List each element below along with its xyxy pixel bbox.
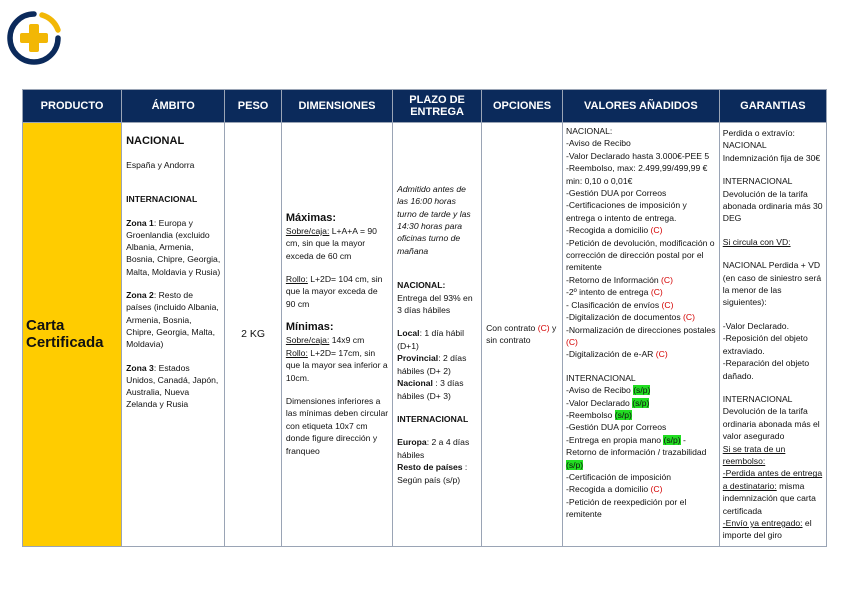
opciones-text2: y sin contrato [486,322,557,346]
dimensiones-cell [281,123,392,547]
valores-nacional-item-text: -Digitalización de e-AR [565,349,654,360]
contract-badge: (C) [565,336,578,347]
valores-nacional-item [566,125,716,137]
sp-badge: (s/p) [633,385,651,396]
valores-internacional-item-text: Retorno de información / trazabilidad [565,447,707,458]
valores-internacional-list [566,372,716,521]
gar-p5: Devolución de la tarifa abonada ordinaria más 30 DEG [722,188,823,224]
header-ambito: ÁMBITO [122,90,225,123]
product-row [23,123,827,547]
valores-internacional-item-text: -Aviso de Recibo [565,385,631,396]
ambito-zona2: Zona 2: Resto de países (incluido Albania, Armenia, Bosnia, Chipre, Georgia, Malta, Moldavia) [126,290,219,350]
contract-badge: (C) [655,349,668,360]
product-table [22,89,827,547]
dim-minimas-title: Mínimas: [285,321,334,334]
gar-reemb-title: Si se trata de un reembolso: [722,443,786,466]
valores-internacional-item [566,483,716,495]
contract-badge: (C) [650,287,663,298]
valores-nacional-item [566,162,716,187]
gar-reemb1: -Perdida antes de entrega a destinatario: misma indemnización que carta certificada [722,468,823,516]
gar-p2: NACIONAL [722,140,767,151]
sp-badge: (s/p) [614,409,632,420]
gar-vd4: -Reparación del objeto dañado. [722,358,810,381]
plazo-local: Local: 1 día hábil (D+1) [397,328,464,351]
plazo-provincial: Provincial: 2 días hábiles (D+ 2) [397,353,467,376]
valores-nacional-item [566,299,716,311]
valores-nacional-item-text: -Gestión DUA por Correos [565,188,667,199]
gar-p3: Indemnización fija de 30€ [722,152,821,163]
valores-nacional-item-text: NACIONAL: [565,126,613,136]
header-peso: PESO [225,90,282,123]
garantias-cell [719,123,826,547]
valores-nacional-item [566,150,716,162]
dim-max-sobre: Sobre/caja: L+A+A = 90 cm, sin que la mayor exceda de 60 cm [285,225,377,261]
valores-nacional-list [566,125,716,361]
valores-nacional-item [566,224,716,236]
contract-badge: (C) [650,484,663,495]
contract-badge: (C) [650,225,663,236]
valores-nacional-item-text: - Clasificación de envíos [565,299,660,310]
ambito-zona3: Zona 3: Estados Unidos, Canadá, Japón, Australia, Nueva Zelanda y Rusia [126,362,219,410]
valores-internacional-item [566,384,716,396]
plazo-europa: Europa: 2 a 4 días hábiles [397,437,470,460]
contract-badge: (C) [683,312,695,323]
ambito-zona1: Zona 1: Europa y Groenlandia (excluido Albania, Armenia, Bosnia, Chipre, Georgia, Malta, Moldavia y Rusia) [126,217,221,277]
dim-max-rollo: Rollo: L+2D= 104 cm, sin que la mayor exceda de 90 cm [285,274,383,309]
valores-internacional-item [566,372,716,384]
valores-nacional-item-text: -Retorno de Información [565,274,659,285]
valores-internacional-item-text: -Petición de reexpedición por el remitente [565,496,687,520]
valores-nacional-item [566,237,716,274]
valores-internacional-item-text: -Recogida a domicilio [565,484,649,495]
plazo-admitido: Admitido antes de las 16:00 horas turno de tarde y las 14:30 horas para oficinas turno de mañana [397,183,471,256]
gar-reemb2: -Envío ya entregado: el importe del giro [722,517,812,541]
valores-nacional-item [566,324,716,349]
gar-vd3: -Reposición del objeto extraviado. [722,333,808,356]
header-garantias: GARANTIAS [719,90,826,123]
dim-min-rollo: Rollo: L+2D= 17cm, sin que la mayor sea inferior a 10cm. [285,347,388,383]
valores-nacional-item-text: -Valor Declarado hasta 3.000€-PEE 5 [565,150,710,161]
header-dimensiones: DIMENSIONES [281,90,392,123]
valores-nacional-item-text: -Certificaciones de imposición y entrega o intento de entrega. [565,200,687,223]
valores-nacional-item-text: -Digitalización de documentos [565,312,681,323]
valores-internacional-item-text: -Gestión DUA por Correos [565,422,667,433]
valores-internacional-item [566,496,716,521]
dim-min-sobre: Sobre/caja: 14x9 cm [285,335,365,346]
valores-nacional-item-text: -Recogida a domicilio [565,225,649,236]
valores-internacional-item-text: -Entrega en propia mano [565,434,662,445]
valores-internacional-item-text: -Certificación de imposición [565,471,672,482]
contract-badge: (C) [661,299,674,310]
ambito-internacional-title: INTERNACIONAL [126,194,198,205]
header-row [23,90,827,123]
valores-cell [562,123,719,547]
valores-internacional-item [566,434,716,446]
gar-p4: INTERNACIONAL [722,176,793,187]
valores-internacional-item-text: INTERNACIONAL [565,372,636,383]
valores-internacional-item [566,409,716,421]
valores-nacional-item-text: -Normalización de direcciones postales [565,324,716,335]
valores-internacional-item [566,397,716,409]
valores-nacional-item [566,311,716,323]
peso-cell: 2 KG [225,123,282,547]
valores-nacional-item [566,286,716,298]
plazo-nacional-text: Entrega del 93% en 3 días hábiles [397,292,473,316]
ambito-cell [122,123,225,547]
valores-internacional-item [566,446,716,471]
header-producto: PRODUCTO [23,90,122,123]
header-plazo: PLAZO DE ENTREGA [393,90,482,123]
sp-badge: (s/p) [632,397,650,408]
valores-nacional-item [566,348,716,360]
opciones-text1: Con contrato [486,322,536,333]
sp-badge: (s/p) [565,459,584,470]
valores-internacional-item-text: -Valor Declarado [565,397,630,408]
opciones-cell [482,123,563,547]
gar-vd2: -Valor Declarado. [722,320,789,331]
ambito-nacional-text: España y Andorra [126,160,195,170]
valores-internacional-item-suffix: - [680,434,686,445]
valores-nacional-item-text: -Aviso de Recibo [565,138,631,149]
valores-nacional-item [566,274,716,286]
opciones-c: (C) [537,322,550,333]
gar-int-title: INTERNACIONAL [722,393,793,404]
valores-internacional-item-text: -Reembolso [565,409,613,420]
plazo-nacional-title: NACIONAL: [397,280,446,291]
sp-badge: (s/p) [663,434,681,445]
plazo-nacional2: Nacional : 3 días hábiles (D+ 3) [397,378,464,401]
header-opciones: OPCIONES [482,90,563,123]
valores-nacional-item [566,137,716,149]
plazo-resto: Resto de países : [397,462,468,473]
plazo-cell [393,123,482,547]
header-valores: VALORES AÑADIDOS [562,90,719,123]
valores-nacional-item-text: -Petición de devolución, modificación o corrección de dirección postal por el remitente [565,237,715,273]
valores-nacional-item [566,187,716,199]
gar-int1: Devolución de la tarifa ordinaria abonada más el valor asegurado [722,406,820,442]
valores-nacional-item-text: -2º intento de entrega [565,287,649,298]
gar-vd-title: Si circula con VD: [722,236,791,247]
valores-nacional-item-text: -Reembolso, max: 2.499,99/499,99 € min: 0,10 o 0,01€ [565,163,708,186]
valores-nacional-item [566,199,716,224]
product-name-cell: Carta Certificada [23,123,122,547]
ambito-nacional-title: NACIONAL [126,135,185,147]
gar-vd1: NACIONAL Perdida + VD (en caso de siniestro será la menor de las siguientes): [722,260,822,308]
correos-logo-icon [6,10,62,66]
dim-maximas-title: Máximas: [285,211,337,224]
plazo-resto-value: Según país (s/p) [397,474,461,485]
valores-internacional-item [566,421,716,433]
gar-p1: Perdida o extravío: [722,128,795,138]
plazo-internacional-title: INTERNACIONAL [397,413,469,424]
dim-note: Dimensiones inferiores a las mínimas deben circular con etiqueta 10x7 cm donde figure dirección y franqueo [285,395,389,456]
contract-badge: (C) [661,274,673,285]
valores-internacional-item [566,471,716,483]
